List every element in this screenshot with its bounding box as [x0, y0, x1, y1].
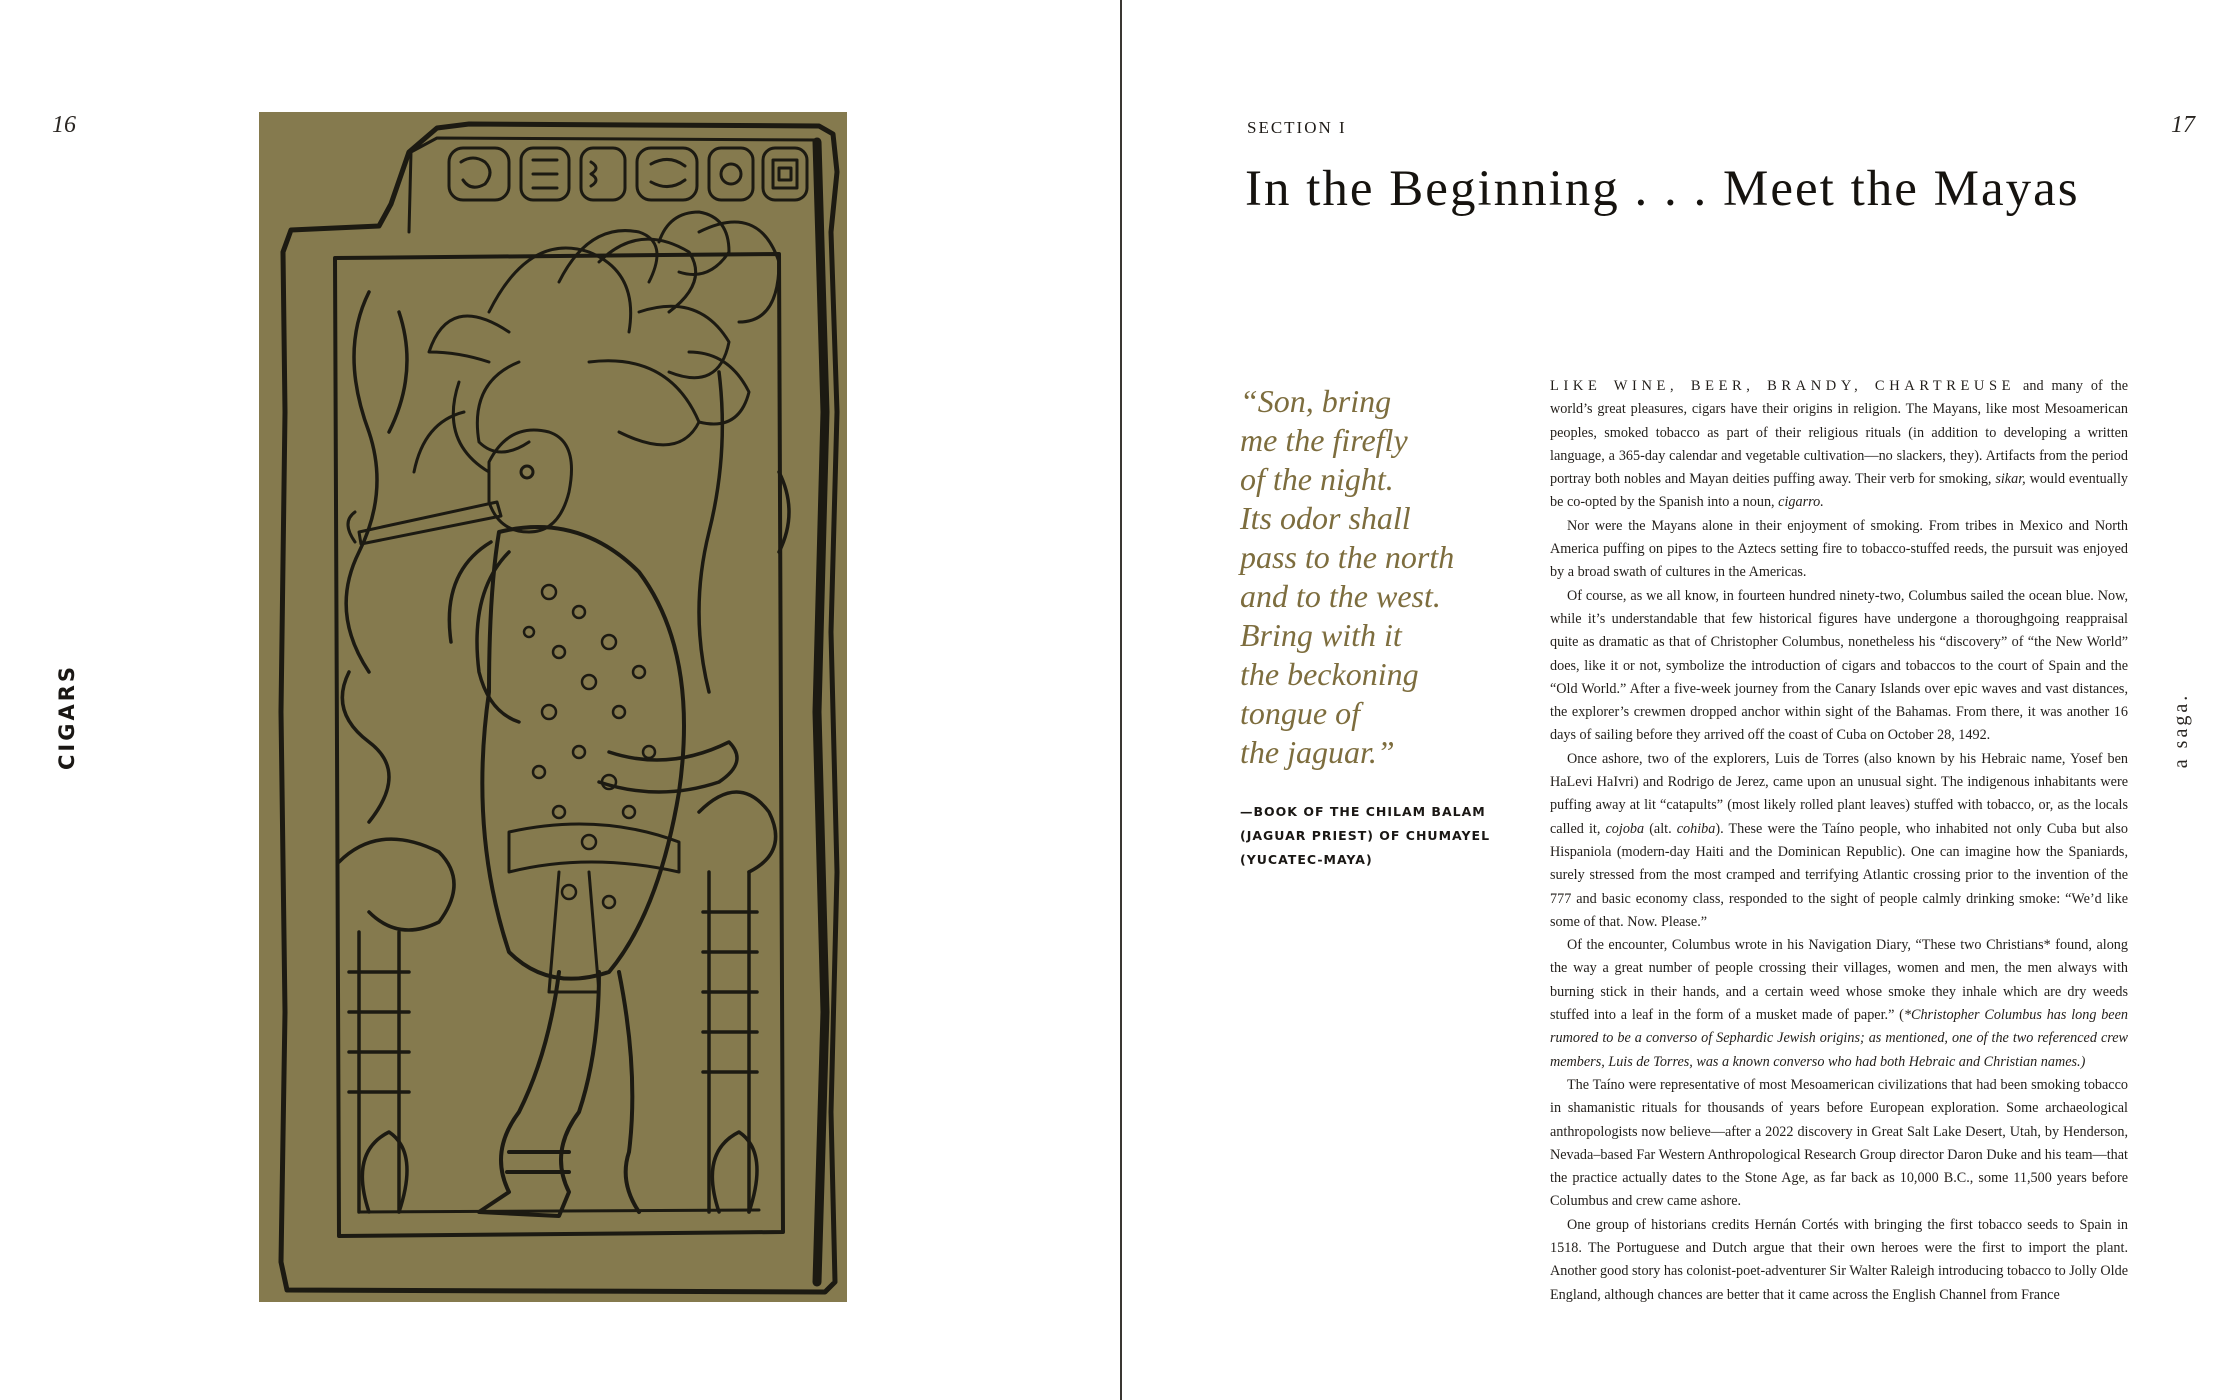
text-run: would eventually be co-opted by the Spanish into a noun,	[1550, 471, 2128, 511]
attribution-line: (JAGUAR PRIEST) OF CHUMAYEL	[1240, 828, 1491, 843]
epigraph-line: “Son, bring	[1240, 383, 1392, 419]
epigraph-attribution	[1240, 800, 1500, 872]
epigraph-line: Its odor shall	[1240, 500, 1411, 536]
mayan-relief-illustration-icon	[259, 112, 847, 1302]
epigraph-line: the jaguar.”	[1240, 734, 1395, 770]
paragraph-4	[1550, 748, 2128, 934]
attribution-line: (YUCATEC-MAYA)	[1240, 852, 1373, 867]
text-run: and many of the world’s great pleasures, cigars have their origins in religion. The Mayans, like most Mesoamerican peoples, smoked tobacco as part of their religious rituals (in addition to developing a written language, a 365-day calendar and vegetable cultivation—no slackers, they). Artifacts from the period portray both nobles and Mayan deities puffing away. Their verb for smoking,	[1550, 378, 2128, 488]
running-head-left	[45, 662, 89, 772]
italic-term: cojoba	[1605, 820, 1645, 837]
paragraph-3: Of course, as we all know, in fourteen hundred ninety-two, Columbus sailed the ocean blue. Now, while it’s understandable that few historical figures have undergone a thoroughgoing reappraisal quite as dramatic as that of Christopher Columbus, nonetheless his “discovery” of “the New World” does, like it or not, symbolize the introduction of cigars and tobaccos to the court of Spain and the “Old World.” After a five-week journey from the Canary Islands over epic waves and vast distances, the explorer’s crewmen dropped anchor within sight of the Bahamas. From there, it was another 16 days of sailing before they arrived off the coast of Cuba on October 28, 1492.	[1550, 587, 2128, 744]
italic-term: cigarro.	[1778, 494, 1824, 511]
body-text	[1550, 375, 2128, 1310]
epigraph-line: tongue of	[1240, 695, 1360, 731]
chapter-title: In the Beginning . . . Meet the Mayas	[1245, 161, 2080, 217]
running-head-left-text: CIGARS	[55, 663, 80, 771]
italic-term: sikar,	[1995, 471, 2026, 488]
text-run: (alt.	[1644, 820, 1677, 837]
italic-term: cohiba	[1676, 820, 1716, 837]
running-head-right-text: a saga.	[2170, 692, 2193, 768]
epigraph-line: the beckoning	[1240, 656, 1419, 692]
page-number-right: 17	[2171, 112, 2195, 138]
attribution-line: —BOOK OF THE CHILAM BALAM	[1240, 804, 1486, 819]
epigraph-line: Bring with it	[1240, 617, 1402, 653]
page-gutter	[1120, 0, 1122, 1400]
paragraph-2: Nor were the Mayans alone in their enjoyment of smoking. From tribes in Mexico and North America puffing on pipes to the Aztecs setting fire to tobacco-stuffed reeds, the pursuit was enjoyed by a broad swath of cultures in the Americas.	[1550, 517, 2128, 581]
epigraph	[1240, 382, 1500, 872]
running-head-right	[2160, 685, 2204, 775]
paragraph-1	[1550, 375, 2128, 515]
text-run: Of the encounter, Columbus wrote in his Navigation Diary, “These two Christians* found, along the way a great number of people crossing their villages, women and men, the men always with burning stick in their hands, and a certain weed whose smoke they inhale which are dry weeds stuffed into a leaf in the form of a musket made of paper.” (	[1550, 937, 2128, 1024]
epigraph-line: of the night.	[1240, 461, 1394, 497]
epigraph-line: me the firefly	[1240, 422, 1408, 458]
paragraph-6: The Taíno were representative of most Mesoamerican civilizations that had been smoking tobacco in shamanistic rituals for thousands of years before European exploration. Some archaeological anthropologists now believe—after a 2022 discovery in Great Salt Lake Desert, Utah, by Henderson, Nevada–based Far Western Anthropological Research Group director Daron Duke and his team—that the practice actually dates to the Stone Age, as far back as 10,000 B.C., some 11,500 years before Columbus and crew came ashore.	[1550, 1076, 2128, 1210]
epigraph-line: pass to the north	[1240, 539, 1455, 575]
section-label: SECTION I	[1247, 118, 1347, 137]
paragraph-7: One group of historians credits Hernán Cortés with bringing the first tobacco seeds to Spain in 1518. The Portuguese and Dutch argue that their own heroes were the first to import the plant. Another good story has colonist-poet-adventurer Sir Walter Raleigh introducing tobacco to Jolly Olde England, although chances are better that it came across the English Channel from France	[1550, 1216, 2128, 1303]
text-run: Once ashore, two of the explorers, Luis de Torres (also known by his Hebraic name, Yosef ben HaLevi HaIvri) and Rodrigo de Jerez, came upon an unusual sight. The indigenous inhabitants were puffing away at lit “catapults” (most likely rolled plant leaves) stuffed with tobacco, or, as the locals called it,	[1550, 750, 2128, 837]
paragraph-5	[1550, 934, 2128, 1074]
epigraph-quote	[1240, 382, 1500, 772]
lead-in: LIKE WINE, BEER, BRANDY, CHARTREUSE	[1550, 378, 2016, 394]
footnote-italic: *Christopher Columbus has long been rumored to be a converso of Sephardic Jewish origins; as mentioned, one of the two referenced crew members, Luis de Torres, was a known converso who had both Hebraic and Christian names.)	[1550, 1007, 2128, 1070]
epigraph-line: and to the west.	[1240, 578, 1441, 614]
page-number-left: 16	[52, 112, 76, 138]
text-run: ). These were the Taíno people, who inhabited not only Cuba but also Hispaniola (modern-day Haiti and the Dominican Republic). One can imagine how the Spaniards, surely stressed from the most cramped and terrifying Atlantic crossing prior to the invention of the 777 and basic economy class, responded to the sight of people calmly drinking smoke: “We’d like some of that. Now. Please.”	[1550, 820, 2128, 930]
